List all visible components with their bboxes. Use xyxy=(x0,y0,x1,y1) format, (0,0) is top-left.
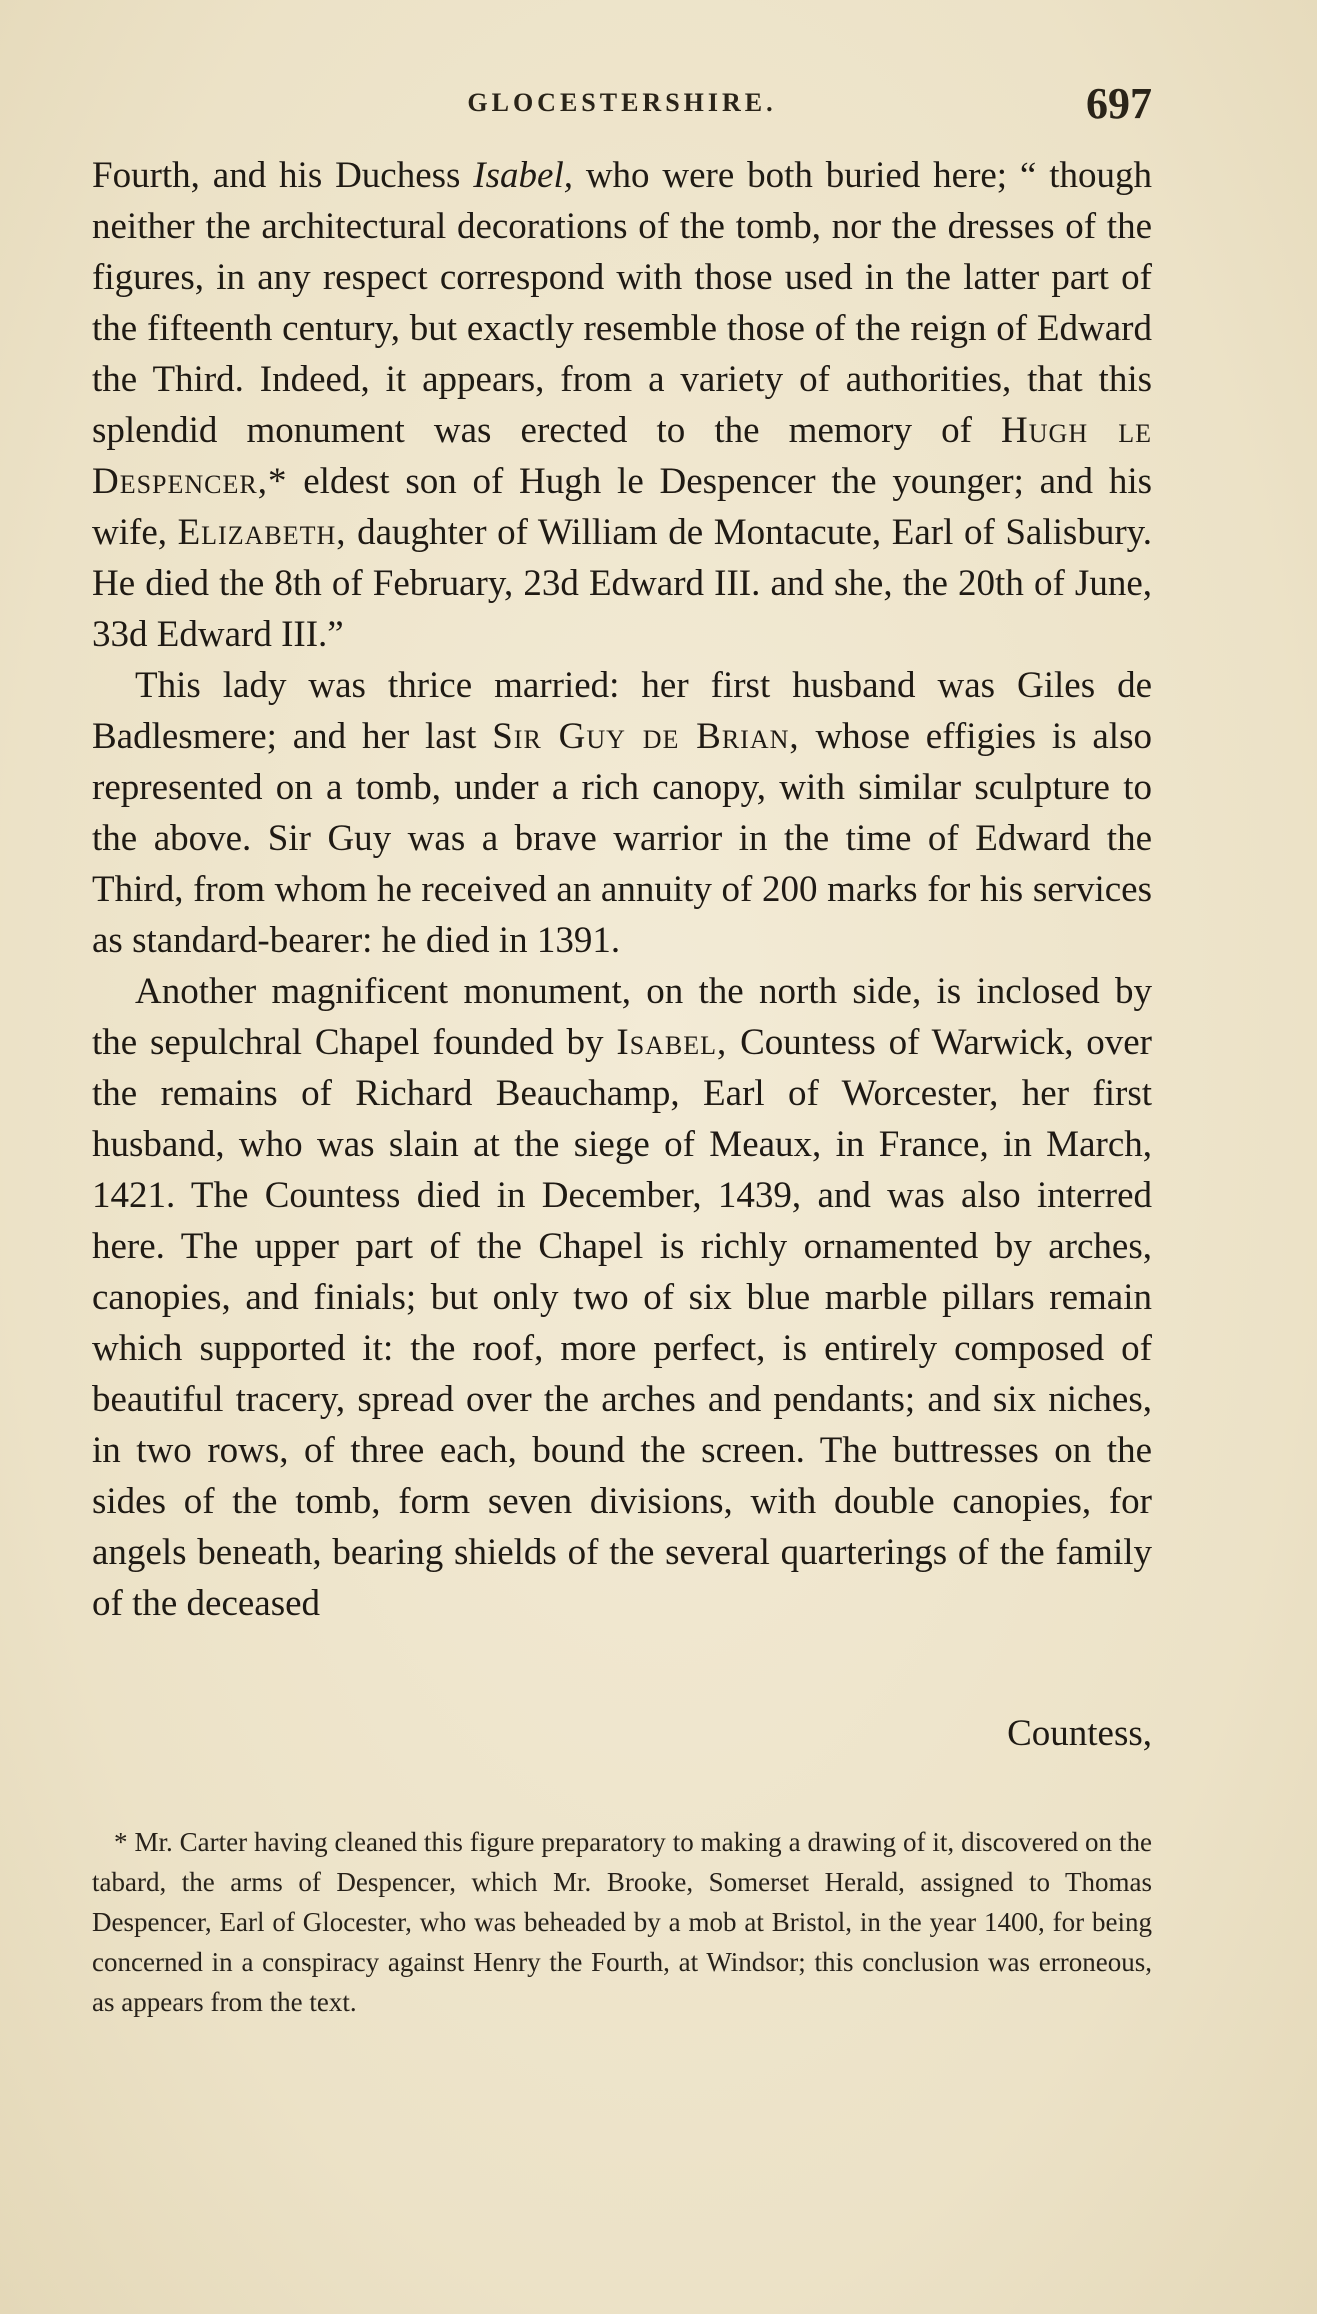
p2-text-1: This lady was thrice married: her first husband was Giles de Badlesmere; and her last xyxy=(92,665,1152,757)
p2-text-2: whose effigies is also represented on a tomb, under a rich canopy, with similar sculpture to the above. Sir Guy was a brave warrior in the time of Edward the Third, from whom he received an annuity of 200 marks for his services as standard-bearer: he died in 1391. xyxy=(92,716,1152,961)
p1-text-2: who were both buried here; “ though neither the architectural decorations of the tomb, nor the dresses of the figures, in any respect correspond with those used in the latter part of the fifteenth century, but exactly resemble those of the reign of Edward the Third. Indeed, it appears, from a variety of authorities, that this splendid monument was erected to the memory of xyxy=(92,155,1152,451)
body-text xyxy=(92,150,1152,1629)
p1-name-hugh: Hugh le Despencer,* xyxy=(92,410,1152,502)
running-head: GLOCESTERSHIRE. xyxy=(467,88,777,117)
p3-text-2: Countess of Warwick, over the remains of Richard Beauchamp, Earl of Worcester, her first husband, who was slain at the siege of Meaux, in France, in March, 1421. The Countess died in December, 1439, and was also interred here. The upper part of the Chapel is richly ornamented by arches, canopies, and finials; but only two of six blue marble pillars remain which supported it: the roof, more perfect, is entirely composed of beautiful tracery, spread over the arches and pendants; and six niches, in two rows, of three each, bound the screen. The buttresses on the sides of the tomb, form seven divisions, with double canopies, for angels beneath, bearing shields of the several quarterings of the family of the deceased xyxy=(92,1022,1153,1624)
p3-name-isabel: Isabel, xyxy=(616,1022,728,1063)
p2-name-guy: Sir Guy de Brian, xyxy=(492,716,800,757)
p1-name-elizabeth: Elizabeth, xyxy=(177,512,347,553)
footnote: * Mr. Carter having cleaned this figure preparatory to making a drawing of it, discovered on the tabard, the arms of Despencer, which Mr. Brooke, Somerset Herald, assigned to Thomas Despencer, Earl of Glocester, who was beheaded by a mob at Bristol, in the year 1400, for being concerned in a conspiracy against Henry the Fourth, at Windsor; this conclusion was erroneous, as appears from the text. xyxy=(92,1827,1152,2017)
page-number: 697 xyxy=(1086,79,1152,128)
p1-italic-isabel: Isabel, xyxy=(473,155,573,196)
page-header xyxy=(92,78,1152,138)
paragraph-3 xyxy=(92,966,1152,1629)
paragraph-1 xyxy=(92,150,1152,660)
p3-text-1: Another magnificent monument, on the north side, is inclosed by the sepulchral Chapel founded by xyxy=(92,971,1152,1063)
catchword: Countess, xyxy=(1007,1713,1152,1754)
p1-text-3: eldest son of Hugh le Despencer the younger; and his wife, xyxy=(92,461,1152,553)
paragraph-2 xyxy=(92,660,1152,966)
p1-text-4: daughter of William de Montacute, Earl of Salisbury. He died the 8th of February, 23d Edward III. and she, the 20th of June, 33d Edward III.” xyxy=(92,512,1152,655)
p1-text-1: Fourth, and his Duchess xyxy=(92,155,474,196)
